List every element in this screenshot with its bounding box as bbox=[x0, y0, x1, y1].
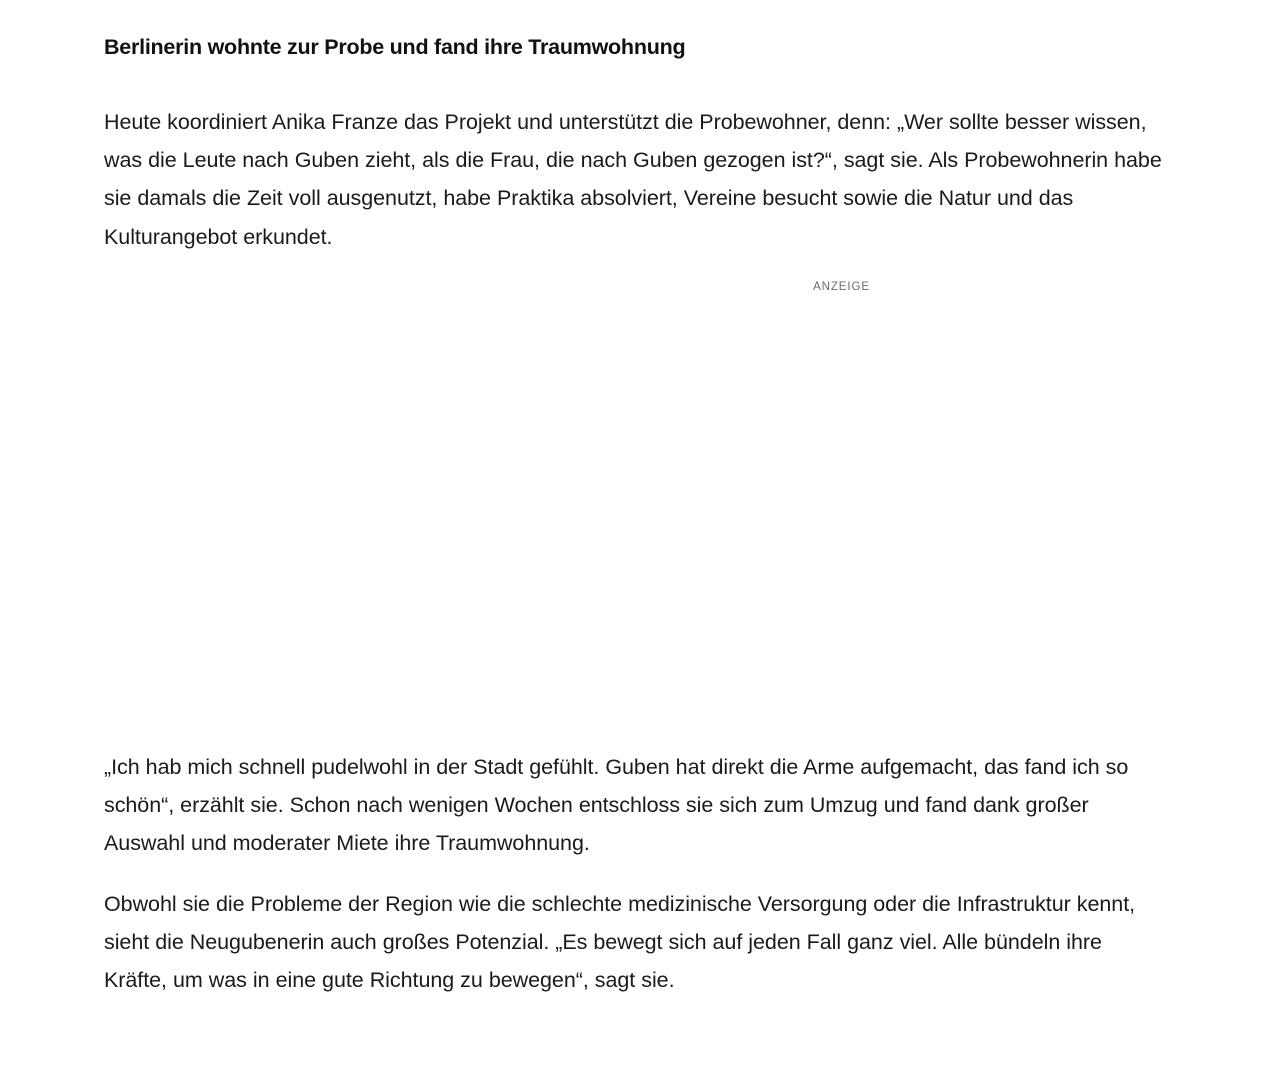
article-paragraph: Obwohl sie die Probleme der Region wie die schlechte medizinische Versorgung oder die Infrastruktur kennt, sieht die Neugubenerin auch großes Potenzial. „Es bewegt sich auf jeden Fall ganz viel. Alle bündeln ihre Kräfte, um was in eine gute Richtung zu bewegen“, sagt sie. bbox=[104, 891, 1136, 993]
article-body-upper bbox=[104, 103, 1162, 256]
advertisement-label-row bbox=[104, 276, 1162, 298]
advertisement-creative[interactable] bbox=[104, 300, 1162, 738]
advertisement-slot bbox=[104, 276, 1162, 738]
article-paragraph: „Ich hab mich schnell pudelwohl in der Stadt gefühlt. Guben hat direkt die Arme aufgemacht, das fand ich so schön“, erzählt sie. Schon nach wenigen Wochen entschloss sie sich zum Umzug und fand dank großer Auswahl und moderater Miete ihre Traumwohnung. bbox=[104, 755, 1129, 856]
article-body-lower bbox=[104, 748, 1162, 999]
advertisement-label: ANZEIGE bbox=[813, 281, 870, 293]
article-paragraph: Heute koordiniert Anika Franze das Projekt und unterstützt die Probewohner, denn: „Wer sollte besser wissen, was die Leute nach Guben zieht, als die Frau, die nach Guben gezogen ist?“, sagt sie. Als Probewohnerin habe sie damals die Zeit voll ausgenutzt, habe Praktika absolviert, Vereine besucht sowie die Natur und das Kulturangebot erkundet. bbox=[104, 110, 1162, 249]
page-title: Berlinerin wohnte zur Probe und fand ihre Traumwohnung bbox=[104, 35, 686, 59]
